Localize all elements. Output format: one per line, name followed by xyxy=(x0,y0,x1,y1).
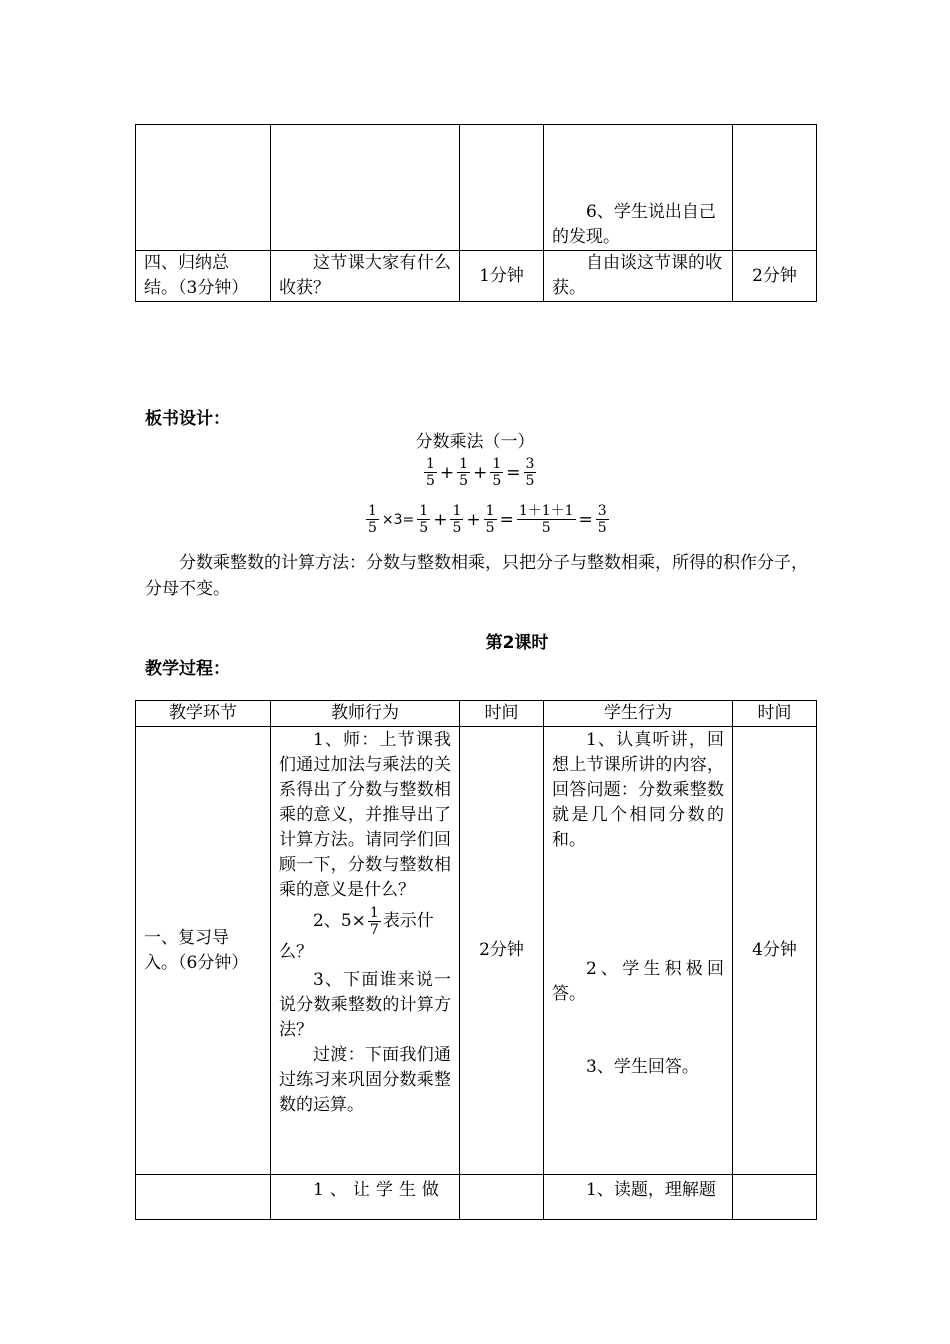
plus-sign: + xyxy=(473,462,488,483)
student-discovery-text: 6、学生说出自己的发现。 xyxy=(552,202,716,247)
column-header: 时间 xyxy=(460,701,544,727)
teacher-text: 1、让学生做 xyxy=(313,1180,445,1200)
student-text: 自由谈这节课的收获。 xyxy=(552,253,722,298)
equals-sign: = xyxy=(578,509,593,530)
teacher-text: 2、5× xyxy=(313,911,366,931)
plus-sign: + xyxy=(439,462,455,483)
student-cell xyxy=(544,251,733,302)
fraction: $\frac{1+1+1}{5}$ xyxy=(518,503,574,536)
equals-sign: = xyxy=(506,462,521,483)
column-header: 学生行为 xyxy=(544,701,733,727)
teaching-process-heading: 教学过程： xyxy=(145,659,230,679)
stage-cell: 四、归纳总结。（3分钟） xyxy=(136,251,271,302)
lesson-2-table xyxy=(135,700,817,1220)
table-row xyxy=(136,1175,817,1220)
table-cell xyxy=(733,125,817,251)
table-cell xyxy=(460,1175,544,1220)
equals-sign: = xyxy=(499,509,514,530)
board-title: 分数乘法（一） xyxy=(415,432,535,452)
fraction: $\frac{1}{5}$ xyxy=(452,503,462,536)
student-text: 1、读题，理解题 xyxy=(586,1180,716,1200)
teacher-paragraph: 过渡：下面我们通过练习来巩固分数乘整数的运算。 xyxy=(279,1045,451,1115)
equation-addition xyxy=(422,456,538,489)
teacher-cell xyxy=(271,1175,460,1220)
column-header: 教学环节 xyxy=(136,701,271,727)
calculation-method-text: 分数乘整数的计算方法：分数与整数相乘，只把分子与整数相乘，所得的积作分子，分母不变。 xyxy=(145,553,808,599)
lesson-2-title: 第2课时 xyxy=(485,633,549,653)
fraction: $\frac{1}{5}$ xyxy=(419,503,429,536)
table-header-row xyxy=(136,701,817,727)
teacher-text: 表示什么？ xyxy=(279,911,434,962)
time-cell: 1分钟 xyxy=(460,251,544,302)
student-cell xyxy=(544,1175,733,1220)
table-cell xyxy=(733,1175,817,1220)
board-design-heading: 板书设计： xyxy=(145,409,230,429)
table-cell xyxy=(460,125,544,251)
stage-cell: 一、复习导入。（6分钟） xyxy=(136,727,271,1175)
table-cell xyxy=(136,125,271,251)
teacher-paragraph: 1、师：上节课我们通过加法与乘法的关系得出了分数与整数相乘的意义，并推导出了计算方法。请同学们回顾一下，分数与整数相乘的意义是什么？ xyxy=(279,730,451,900)
table-cell xyxy=(544,125,733,251)
column-header: 教师行为 xyxy=(271,701,460,727)
fraction: $\frac{1}{7}$ xyxy=(369,905,379,938)
teacher-paragraph: 3、下面谁来说一说分数乘整数的计算方法？ xyxy=(279,970,451,1040)
fraction: $\frac{1}{5}$ xyxy=(485,503,495,536)
time-cell: 2分钟 xyxy=(460,727,544,1175)
table-row xyxy=(136,125,817,251)
time-cell: 4分钟 xyxy=(733,727,817,1175)
teacher-text: 这节课大家有什么收获？ xyxy=(279,253,451,298)
teacher-cell xyxy=(271,251,460,302)
time-cell: 2分钟 xyxy=(733,251,817,302)
table-row xyxy=(136,727,817,1175)
plus-sign: + xyxy=(433,509,448,530)
equation-multiplication xyxy=(364,503,611,536)
fraction: $\frac{1}{5}$ xyxy=(459,456,469,489)
teacher-paragraph xyxy=(279,905,451,966)
student-cell xyxy=(544,727,733,1175)
table-row xyxy=(136,251,817,302)
fraction: $\frac{3}{5}$ xyxy=(597,503,607,536)
lesson-table-continued xyxy=(135,124,817,302)
student-paragraph: 3、学生回答。 xyxy=(586,1057,699,1077)
table-cell xyxy=(136,1175,271,1220)
column-header: 时间 xyxy=(733,701,817,727)
student-paragraph: 2、学生积极回答。 xyxy=(552,959,724,1004)
fraction: $\frac{1}{5}$ xyxy=(492,456,502,489)
plus-sign: + xyxy=(466,509,481,530)
fraction: $\frac{1}{5}$ xyxy=(426,456,435,489)
student-paragraph: 1、认真听讲，回想上节课所讲的内容，回答问题：分数乘整数就是几个相同分数的和。 xyxy=(552,730,724,850)
fraction: $\frac{3}{5}$ xyxy=(525,456,535,489)
times-three: ×3= xyxy=(381,511,415,528)
fraction: $\frac{1}{5}$ xyxy=(368,503,377,536)
table-cell xyxy=(271,125,460,251)
teacher-cell xyxy=(271,727,460,1175)
